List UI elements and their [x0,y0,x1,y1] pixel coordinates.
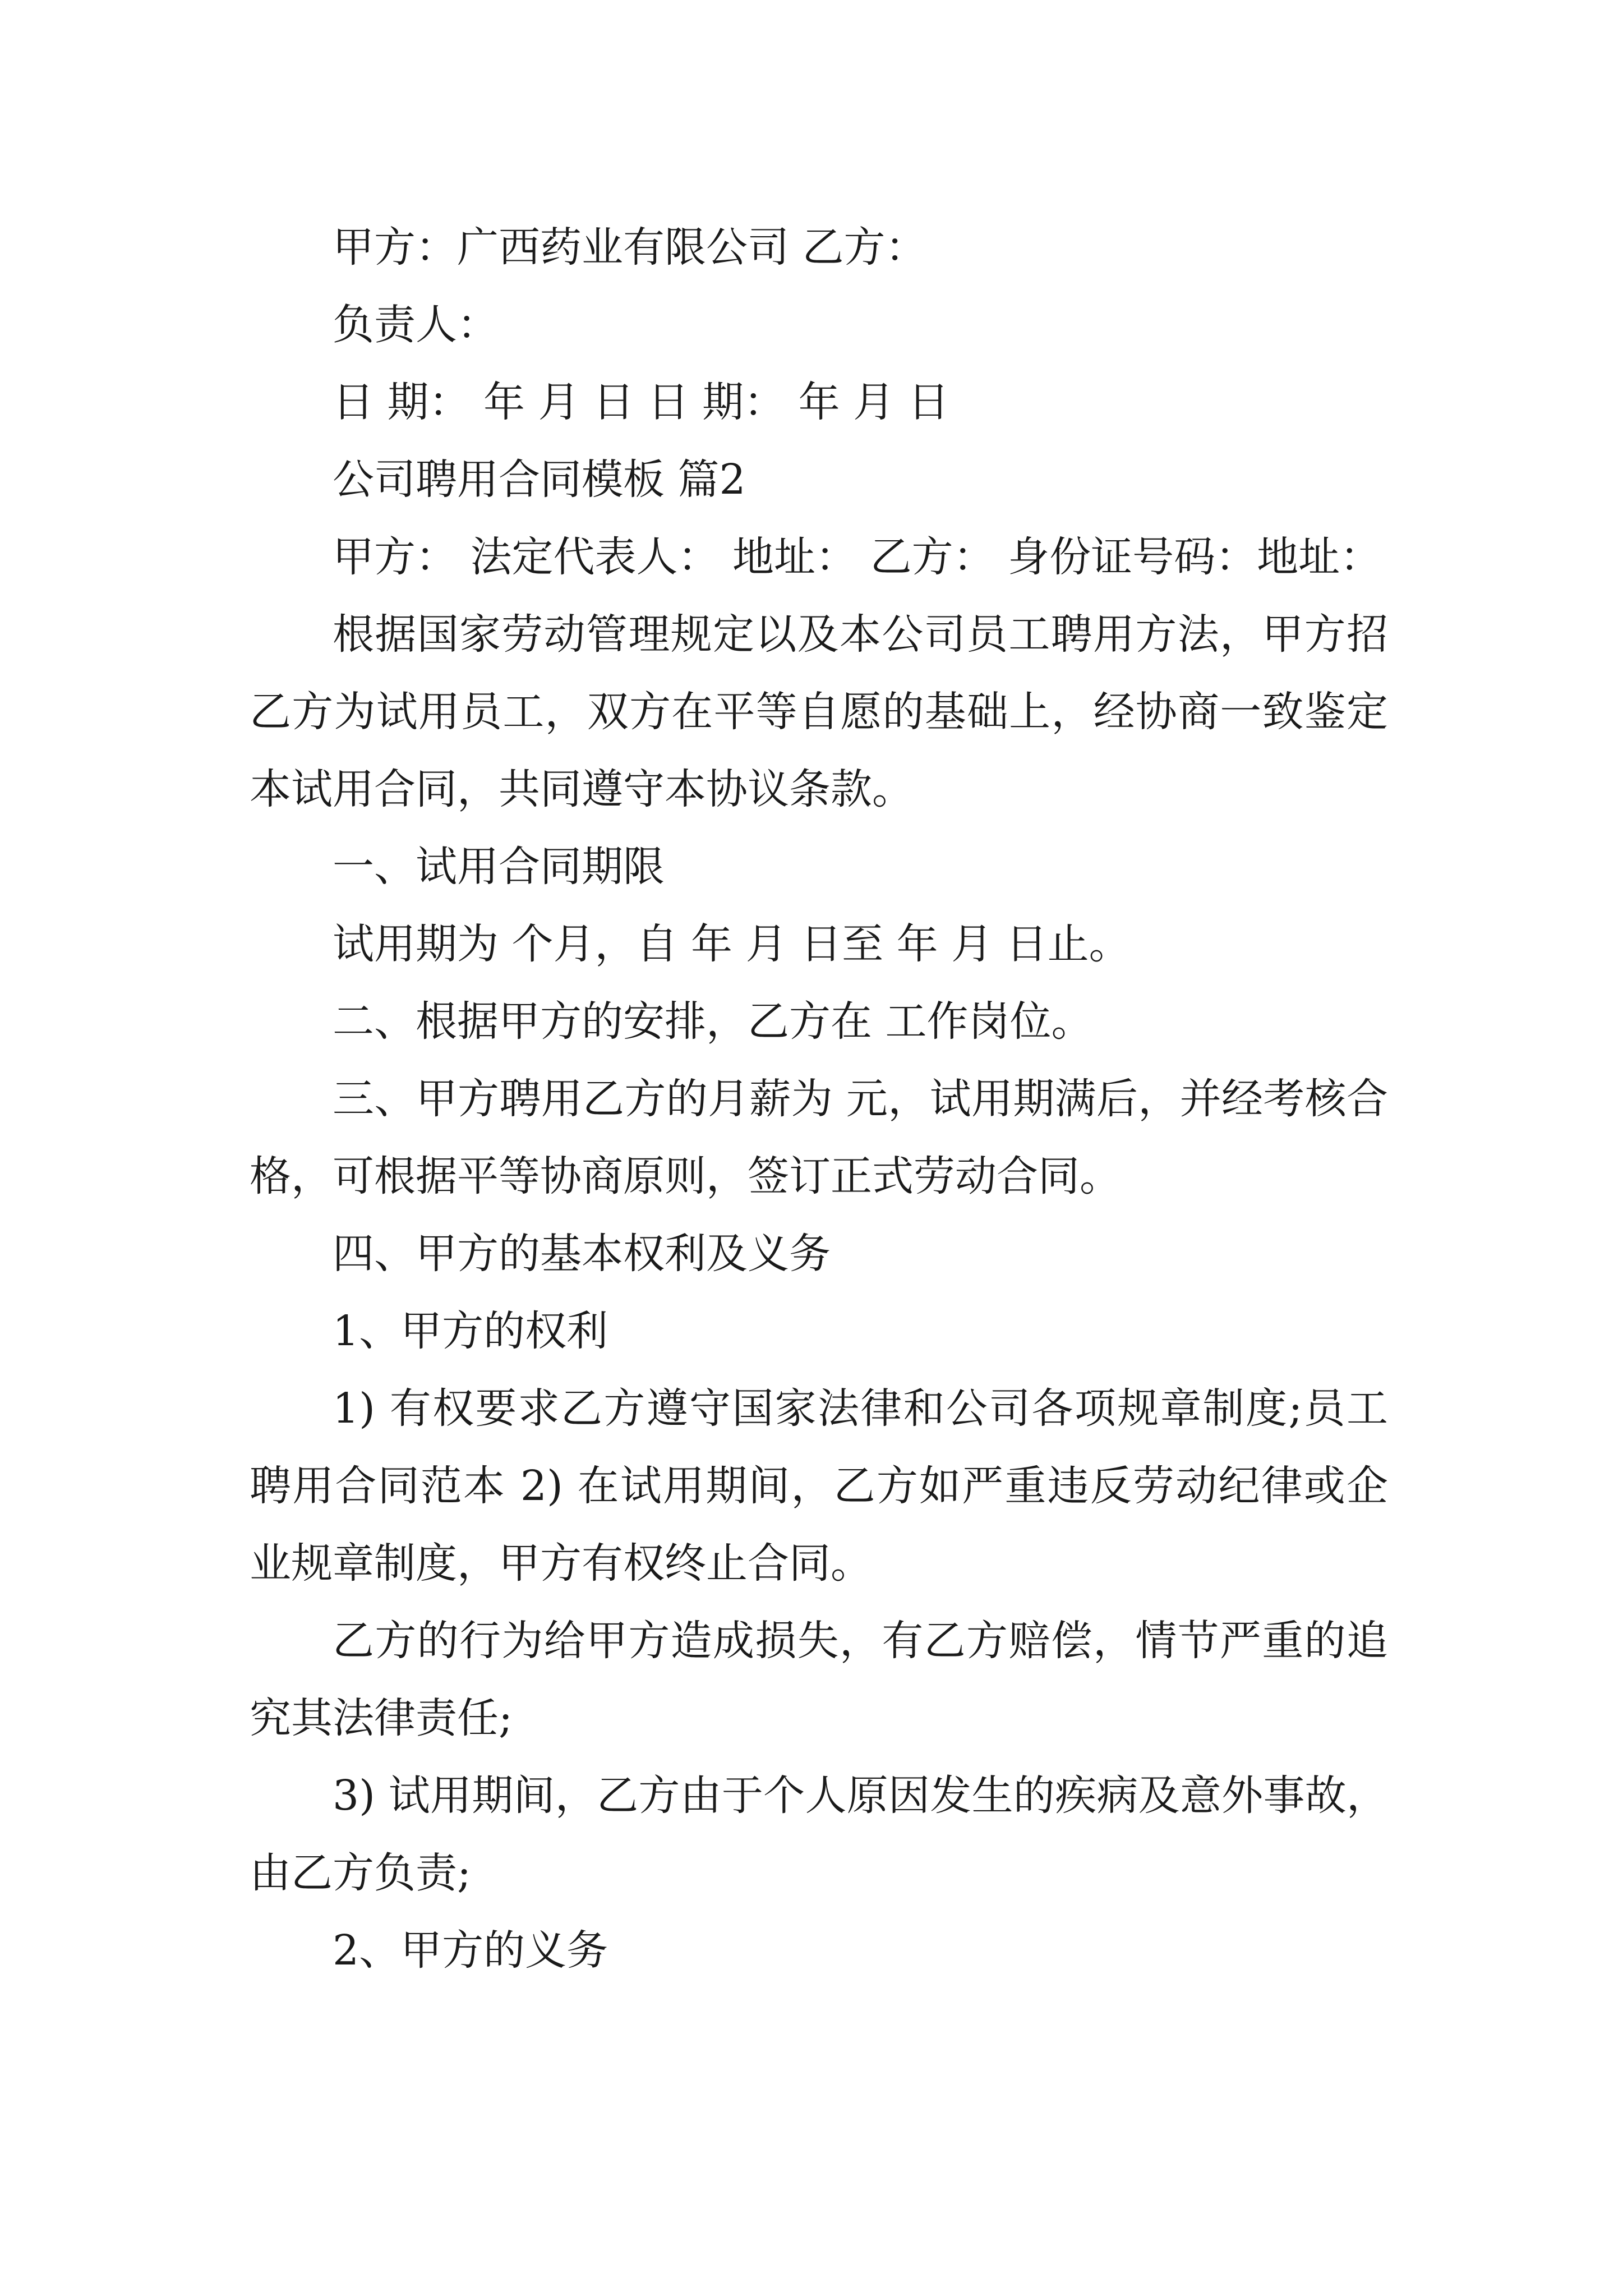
preamble-paragraph: 根据国家劳动管理规定以及本公司员工聘用方法，甲方招乙方为试用员工，双方在平等自愿的基础上，经协商一致鉴定本试用合同，共同遵守本协议条款。 [250,610,1388,813]
liability-paragraph: 乙方的行为给甲方造成损失，有乙方赔偿，情节严重的追究其法律责任; [250,1617,1388,1742]
responsible-person-line: 负责人： [333,301,499,349]
date-line: 日 期： 年 月 日 日 期： 年 月 日 [333,378,949,426]
party-a-rights-heading: 1、甲方的权利 [333,1307,608,1355]
rights-item-3-paragraph: 3) 试用期间，乙方由于个人原因发生的疾病及意外事故，由乙方负责; [250,1772,1388,1897]
clause-2-paragraph: 二、根据甲方的安排，乙方在 工作岗位。 [333,997,1093,1046]
party-a-line: 甲方：广西药业有限公司 乙方： [333,223,927,272]
clause-1-heading: 一、试用合同期限 [333,843,665,891]
section-title: 公司聘用合同模板 篇2 [333,455,746,504]
rights-item-1-2-paragraph: 1) 有权要求乙方遵守国家法律和公司各项规章制度;员工聘用合同范本 2) 在试用期间，乙方如严重违反劳动纪律或企业规章制度，甲方有权终止合同。 [250,1384,1388,1588]
clause-3-paragraph: 三、甲方聘用乙方的月薪为 元，试用期满后，并经考核合格，可根据平等协商原则，签订正式劳动合同。 [250,1075,1388,1200]
probation-period-line: 试用期为 个月，自 年 月 日至 年 月 日止。 [333,920,1131,968]
clause-4-heading: 四、甲方的基本权利及义务 [333,1230,831,1278]
document-body [250,209,1388,1989]
parties-info-paragraph: 甲方： 法定代表人： 地址： 乙方： 身份证号码：地址： [333,533,1382,581]
party-a-obligations-heading: 2、甲方的义务 [333,1926,608,1975]
